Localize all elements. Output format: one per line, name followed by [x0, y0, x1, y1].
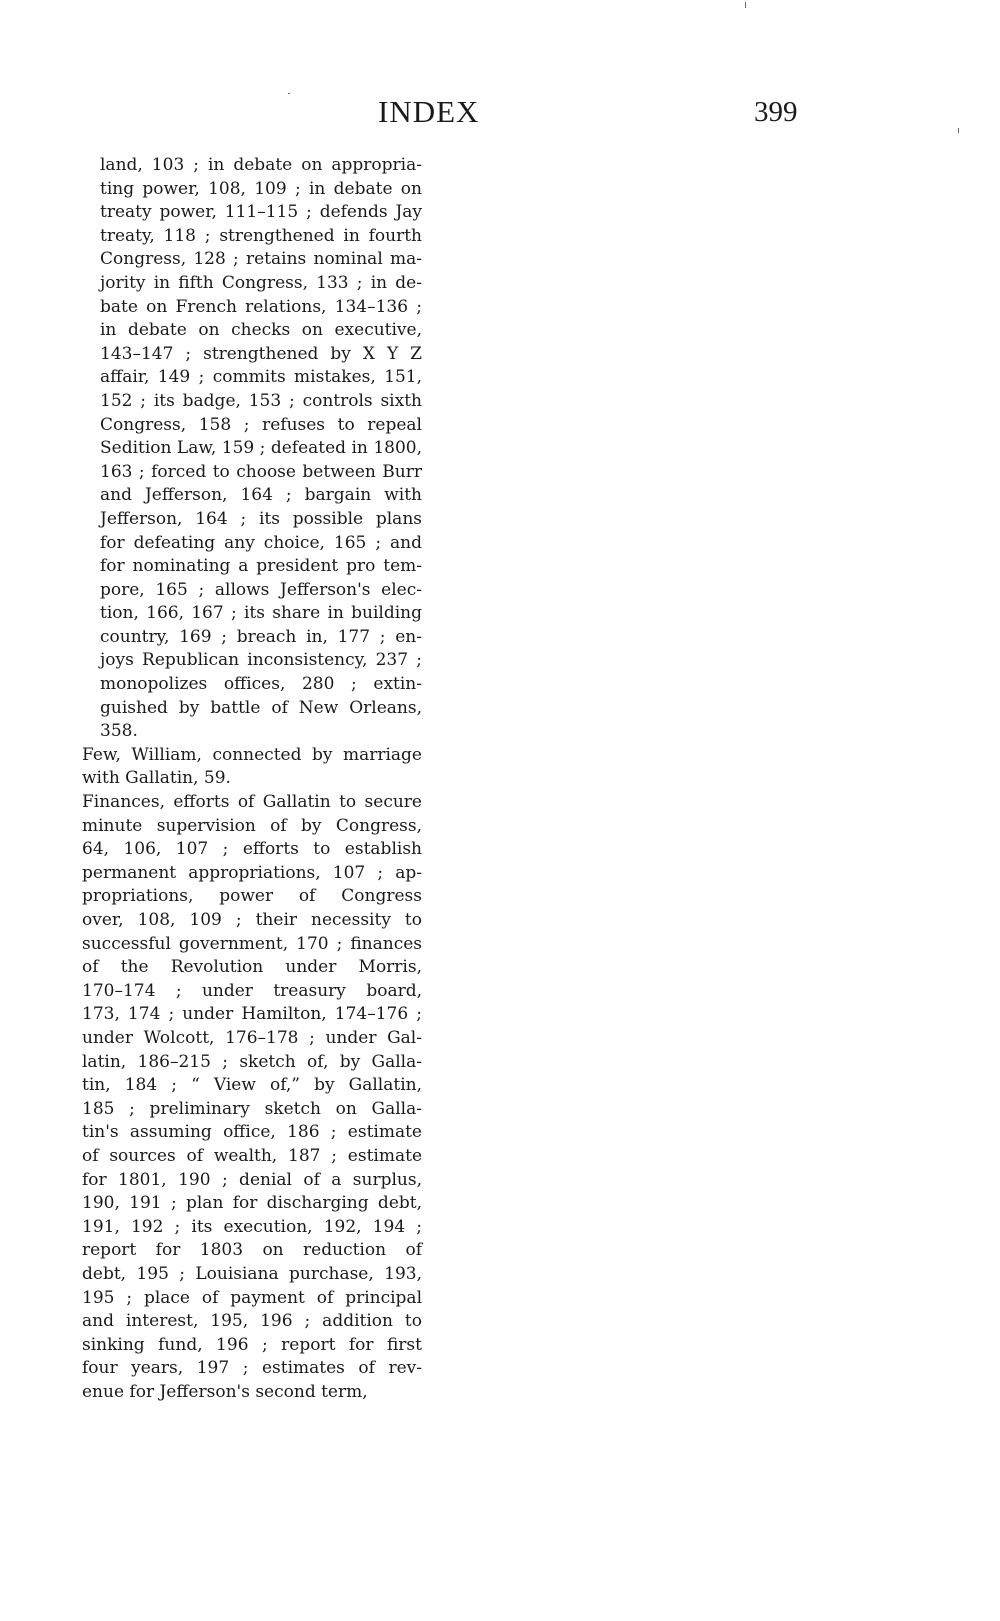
- index-line: tion, 166, 167 ; its share in building: [100, 603, 422, 624]
- index-line: propriations, power of Congress: [82, 886, 422, 907]
- index-line: report for 1803 on reduction of: [82, 1240, 422, 1261]
- index-entry: [82, 791, 422, 1404]
- index-entry: [82, 744, 422, 791]
- index-line: 185 ; preliminary sketch on Galla-: [82, 1098, 422, 1119]
- index-line: 170–174 ; under treasury board,: [82, 980, 422, 1001]
- running-head-title: INDEX: [378, 94, 480, 129]
- index-line: country, 169 ; breach in, 177 ; en-: [100, 626, 422, 647]
- index-line: affair, 149 ; commits mistakes, 151,: [100, 367, 422, 388]
- index-line: of the Revolution under Morris,: [82, 957, 422, 978]
- index-line: with Gallatin, 59.: [82, 768, 231, 789]
- index-line: and interest, 195, 196 ; addition to: [82, 1311, 422, 1332]
- index-entry-continuation: [82, 154, 422, 744]
- index-line: pore, 165 ; allows Jefferson's elec-: [100, 579, 422, 600]
- index-line: jority in fifth Congress, 133 ; in de-: [100, 272, 422, 293]
- index-line: successful government, 170 ; finances: [82, 933, 422, 954]
- index-line: sinking fund, 196 ; report for first: [82, 1334, 422, 1355]
- index-line: 195 ; place of payment of principal: [82, 1287, 422, 1308]
- index-line: ting power, 108, 109 ; in debate on: [100, 178, 422, 199]
- index-line: and Jefferson, 164 ; bargain with: [100, 485, 422, 506]
- index-line: Jefferson, 164 ; its possible plans: [100, 508, 422, 529]
- index-line: for defeating any choice, 165 ; and: [100, 532, 422, 553]
- index-line: guished by battle of New Orleans,: [100, 697, 422, 718]
- index-line: joys Republican inconsistency, 237 ;: [100, 650, 422, 671]
- scan-mark: [288, 93, 290, 94]
- scan-mark: [745, 2, 746, 8]
- index-line: for nominating a president pro tem-: [100, 556, 422, 577]
- index-line: monopolizes offices, 280 ; extin-: [100, 674, 422, 695]
- index-line: 143–147 ; strengthened by X Y Z: [100, 343, 422, 364]
- index-line: 152 ; its badge, 153 ; controls sixth: [100, 390, 422, 411]
- index-line: four years, 197 ; estimates of rev-: [82, 1358, 422, 1379]
- index-line: under Wolcott, 176–178 ; under Gal-: [82, 1027, 422, 1048]
- index-line: 64, 106, 107 ; efforts to establish: [82, 839, 422, 860]
- index-line: Congress, 128 ; retains nominal ma-: [100, 249, 422, 270]
- index-line: 190, 191 ; plan for discharging debt,: [82, 1193, 422, 1214]
- index-line: debt, 195 ; Louisiana purchase, 193,: [82, 1263, 422, 1284]
- index-line: latin, 186–215 ; sketch of, by Galla-: [82, 1051, 422, 1072]
- index-line: Finances, efforts of Gallatin to secure: [82, 792, 422, 813]
- page-number: 399: [754, 96, 798, 128]
- index-line: minute supervision of by Congress,: [82, 815, 422, 836]
- index-line: treaty, 118 ; strengthened in fourth: [100, 225, 422, 246]
- index-line: over, 108, 109 ; their necessity to: [82, 910, 422, 930]
- index-line: bate on French relations, 134–136 ;: [100, 296, 422, 317]
- index-line: of sources of wealth, 187 ; estimate: [82, 1145, 422, 1166]
- index-line: in debate on checks on executive,: [100, 320, 422, 341]
- index-line: permanent appropriations, 107 ; ap-: [82, 862, 422, 883]
- index-column: [82, 154, 422, 1404]
- index-line: Congress, 158 ; refuses to repeal: [100, 414, 422, 435]
- index-line: tin's assuming office, 186 ; estimate: [82, 1122, 422, 1143]
- index-line: 358.: [100, 721, 138, 742]
- index-line: enue for Jefferson's second term,: [82, 1381, 368, 1402]
- index-line: for 1801, 190 ; denial of a surplus,: [82, 1169, 422, 1190]
- scan-mark: [958, 128, 959, 133]
- index-line: tin, 184 ; “ View of,” by Gallatin,: [82, 1075, 422, 1096]
- index-line: treaty power, 111–115 ; defends Jay: [100, 202, 422, 223]
- index-line: Few, William, connected by marriage: [82, 744, 422, 765]
- index-line: 163 ; forced to choose between Burr: [100, 461, 422, 482]
- index-line: Sedition Law, 159 ; defeated in 1800,: [100, 438, 422, 459]
- index-line: land, 103 ; in debate on appropria-: [100, 155, 422, 175]
- index-line: 191, 192 ; its execution, 192, 194 ;: [82, 1216, 422, 1237]
- index-line: 173, 174 ; under Hamilton, 174–176 ;: [82, 1004, 422, 1025]
